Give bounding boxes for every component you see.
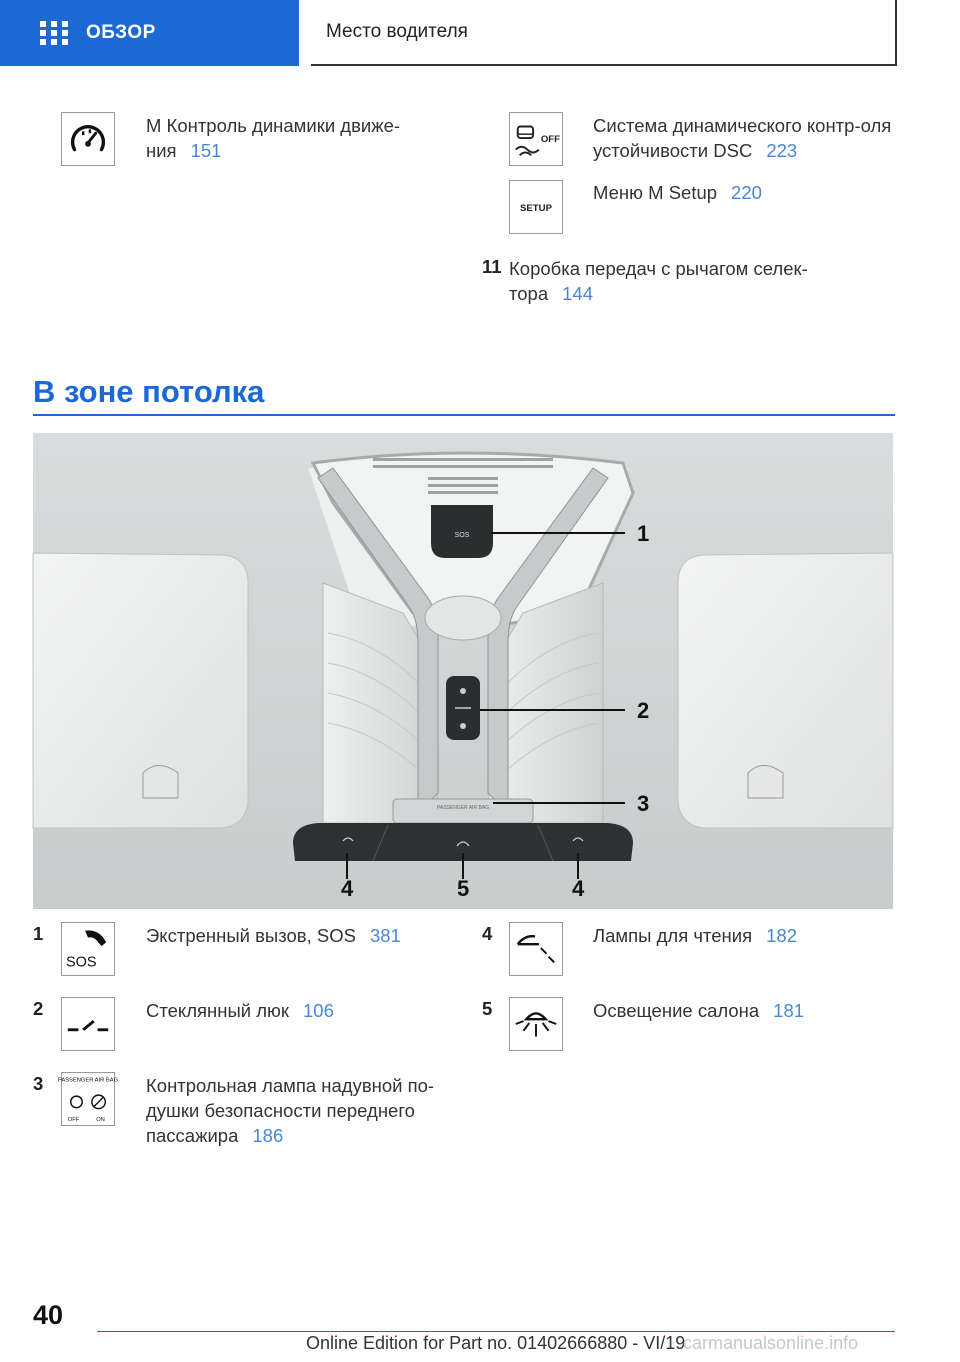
callout-5: 5	[457, 876, 470, 901]
dsc-off-label: OFF	[540, 133, 561, 145]
callout-4-right: 4	[572, 876, 585, 901]
entry-text: Коробка передач с рычагом селек-тора	[509, 258, 808, 304]
setup-label: SETUP	[519, 202, 553, 214]
callout-1: 1	[637, 521, 650, 546]
page-ref-link[interactable]: 181	[773, 1000, 805, 1021]
breadcrumb-label: Место водителя	[326, 21, 468, 42]
airbag-off-label: OFF	[67, 1117, 80, 1124]
entry-text: М Контроль динамики движе-ния	[146, 115, 401, 161]
footer-divider	[97, 1331, 895, 1332]
item-number: 4	[482, 923, 493, 944]
dsc-entry	[593, 113, 893, 163]
airbag-on-label: ON	[96, 1117, 105, 1124]
watermark: carmanualsonline.info	[683, 1333, 859, 1353]
section-divider	[33, 414, 895, 416]
page-ref-link[interactable]: 220	[731, 182, 762, 203]
page-ref-link[interactable]: 186	[252, 1125, 284, 1146]
overview-tab-label: ОБЗОР	[86, 22, 156, 43]
page-ref-link[interactable]: 144	[562, 283, 594, 304]
entry-text: Контрольная лампа надувной по-душки безопасности переднего пассажира	[146, 1075, 435, 1146]
item-number: 3	[33, 1073, 44, 1094]
page-ref-link[interactable]: 151	[190, 140, 222, 161]
interior-light-icon	[509, 997, 563, 1051]
entry-text: Лампы для чтения	[593, 925, 753, 946]
photo-sos-label: SOS	[454, 532, 470, 539]
page-ref-link[interactable]: 223	[766, 140, 798, 161]
page-ref-link[interactable]: 106	[303, 1000, 334, 1021]
photo-airbag-label: PASSENGER AIR BAG	[436, 805, 490, 811]
entry-text: Система динамического контр-оля устойчивости DSC	[593, 115, 892, 161]
item-number: 5	[482, 998, 493, 1019]
dsc-off-icon	[509, 112, 563, 166]
callout-2: 2	[637, 698, 650, 723]
item-number: 2	[33, 998, 44, 1019]
item-1-entry	[146, 923, 466, 948]
dynamic-control-icon	[61, 112, 115, 166]
overview-tab[interactable]	[0, 0, 299, 66]
page-ref-link[interactable]: 182	[766, 925, 797, 946]
entry-text: Экстренный вызов, SOS	[146, 925, 356, 946]
reading-lamp-icon	[509, 922, 563, 976]
sos-call-icon	[61, 922, 115, 976]
callout-3: 3	[637, 791, 650, 816]
item-2-entry	[146, 998, 466, 1023]
dynamic-control-entry	[146, 113, 446, 163]
passenger-airbag-icon	[57, 1072, 119, 1126]
callout-4-left: 4	[341, 876, 354, 901]
page-ref-link[interactable]: 381	[369, 925, 401, 946]
section-title: В зоне потолка	[33, 374, 265, 409]
overhead-console-photo	[33, 433, 893, 909]
m-setup-icon	[509, 180, 563, 234]
grid-menu-icon	[40, 21, 68, 45]
item-5-entry	[593, 998, 893, 1023]
entry-text: Стеклянный люк	[146, 1000, 289, 1021]
entry-text: Освещение салона	[593, 1000, 760, 1021]
gearbox-entry	[509, 256, 829, 306]
edition-note: Online Edition for Part no. 01402666880 - VI/19	[306, 1333, 686, 1353]
m-setup-entry	[593, 180, 893, 205]
entry-text: Меню M Setup	[593, 182, 718, 203]
sunroof-icon	[61, 997, 115, 1051]
breadcrumb	[311, 0, 897, 66]
sos-icon-label: SOS	[66, 954, 97, 971]
item-number: 11	[482, 256, 502, 277]
item-3-entry	[146, 1073, 446, 1148]
item-4-entry	[593, 923, 893, 948]
page-number: 40	[33, 1300, 64, 1330]
airbag-icon-label: PASSENGER AIR BAG	[57, 1077, 119, 1084]
item-number: 1	[33, 923, 44, 944]
